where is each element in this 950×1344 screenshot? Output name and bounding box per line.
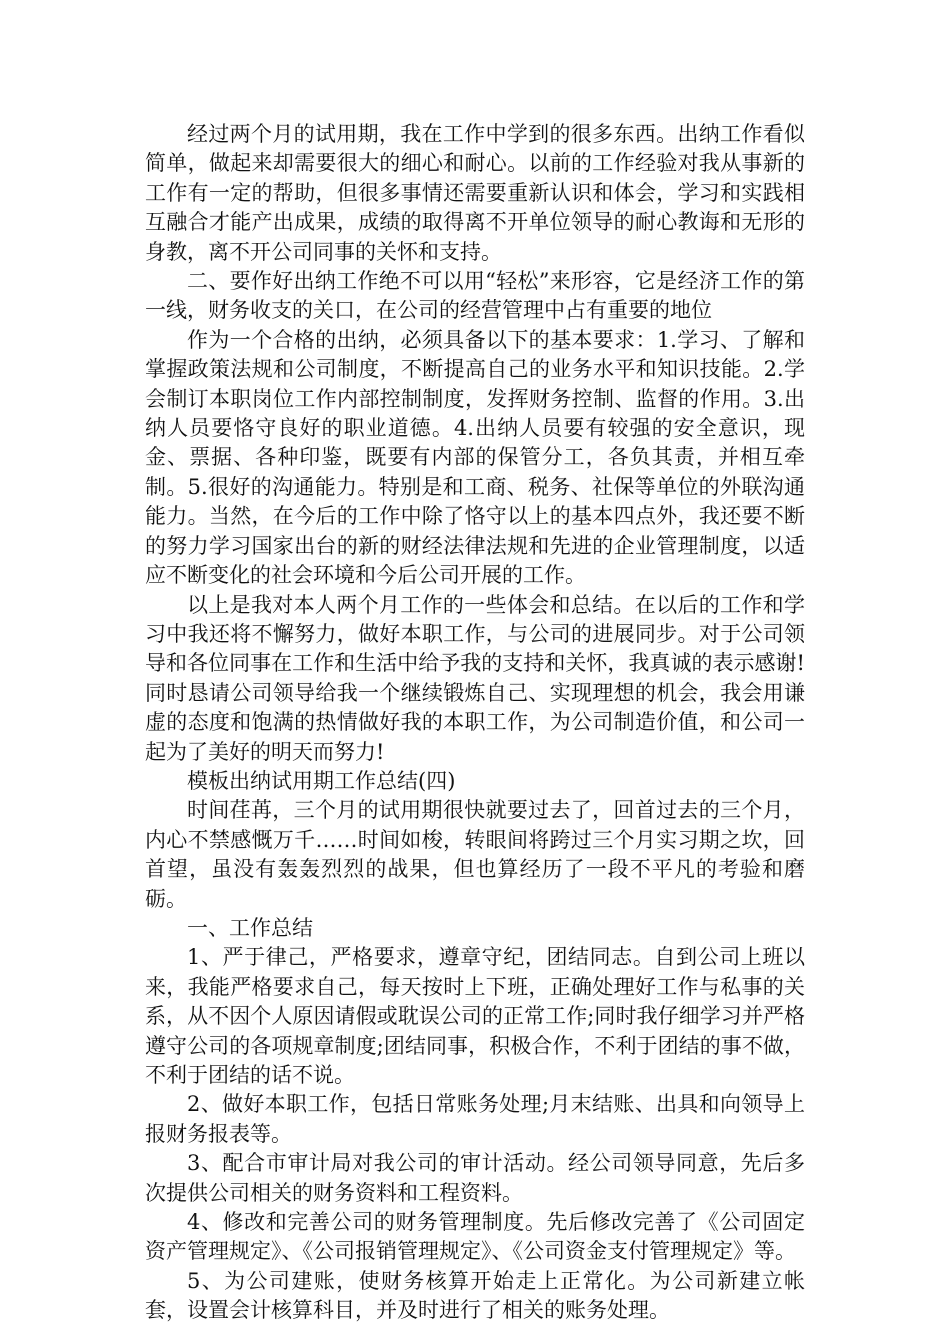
paragraph-basic-requirements: 作为一个合格的出纳，必须具备以下的基本要求：1.学习、了解和掌握政策法规和公司制度，不断提高自己的业务水平和知识技能。2.学会制订本职岗位工作内部控制制度，发挥财务控制、监督的作用。3.出纳人员要恪守良好的职业道德。4.出纳人员要有较强的安全意识，现金、票据、各种印鉴，既要有内部的保管分工，各负其责，并相互牵制。5.很好的沟通能力。特别是和工商、税务、社保等单位的外联沟通能力。当然，在今后的工作中除了恪守以上的基本四点外，我还要不断的努力学习国家出台的新的财经法律法规和先进的企业管理制度，以适应不断变化的社会环境和今后公司开展的工作。 (145, 327, 805, 588)
list-item-audit-cooperation: 3、配合市审计局对我公司的审计活动。经公司领导同意，先后多次提供公司相关的财务资料和工程资料。 (145, 1151, 805, 1205)
paragraph-probation-learning: 经过两个月的试用期，我在工作中学到的很多东西。出纳工作看似简单，做起来却需要很大的细心和耐心。以前的工作经验对我从事新的工作有一定的帮助，但很多事情还需要重新认识和体会，学习和实践相互融合才能产出成果，成绩的取得离不开单位领导的耐心教诲和无形的身教，离不开公司同事的关怀和支持。 (145, 122, 805, 264)
paragraph-conclusion-thanks: 以上是我对本人两个月工作的一些体会和总结。在以后的工作和学习中我还将不懈努力，做好本职工作，与公司的进展同步。对于公司领导和各位同事在工作和生活中给予我的支持和关怀，我真诚的表示感谢!同时恳请公司领导给我一个继续锻炼自己、实现理想的机会，我会用谦虚的态度和饱满的热情做好我的本职工作，为公司制造价值，和公司一起为了美好的明天而努力! (145, 592, 805, 764)
list-item-policy-revision: 4、修改和完善公司的财务管理制度。先后修改完善了《公司固定资产管理规定》、《公司报销管理规定》、《公司资金支付管理规定》等。 (145, 1210, 805, 1264)
paragraph-three-months-intro: 时间荏苒，三个月的试用期很快就要过去了，回首过去的三个月，内心不禁感慨万千……时间如梭，转眼间将跨过三个月实习期之坎，回首望，虽没有轰轰烈烈的战果，但也算经历了一段不平凡的考验和磨砺。 (145, 798, 805, 911)
list-item-bookkeeping-setup: 5、为公司建账，使财务核算开始走上正常化。为公司新建立帐套，设置会计核算科目，并及时进行了相关的账务处理。 (145, 1268, 805, 1323)
paragraph-cashier-importance: 二、要作好出纳工作绝不可以用“轻松”来形容，它是经济工作的第一线，财务收支的关口，在公司的经营管理中占有重要的地位 (145, 269, 805, 323)
section-heading-work-summary: 一、工作总结 (187, 915, 313, 940)
list-item-self-discipline: 1、严于律己，严格要求，遵章守纪，团结同志。自到公司上班以来，我能严格要求自己，每天按时上下班，正确处理好工作与私事的关系，从不因个人原因请假或耽误公司的正常工作;同时我仔细学习并严格遵守公司的各项规章制度;团结同事，积极合作，不利于团结的事不做，不利于团结的话不说。 (145, 945, 805, 1087)
document-body (145, 120, 805, 1326)
list-item-daily-work: 2、做好本职工作，包括日常账务处理;月末结账、出具和向领导上报财务报表等。 (145, 1092, 805, 1146)
section-heading-template-four: 模板出纳试用期工作总结(四) (187, 768, 456, 793)
